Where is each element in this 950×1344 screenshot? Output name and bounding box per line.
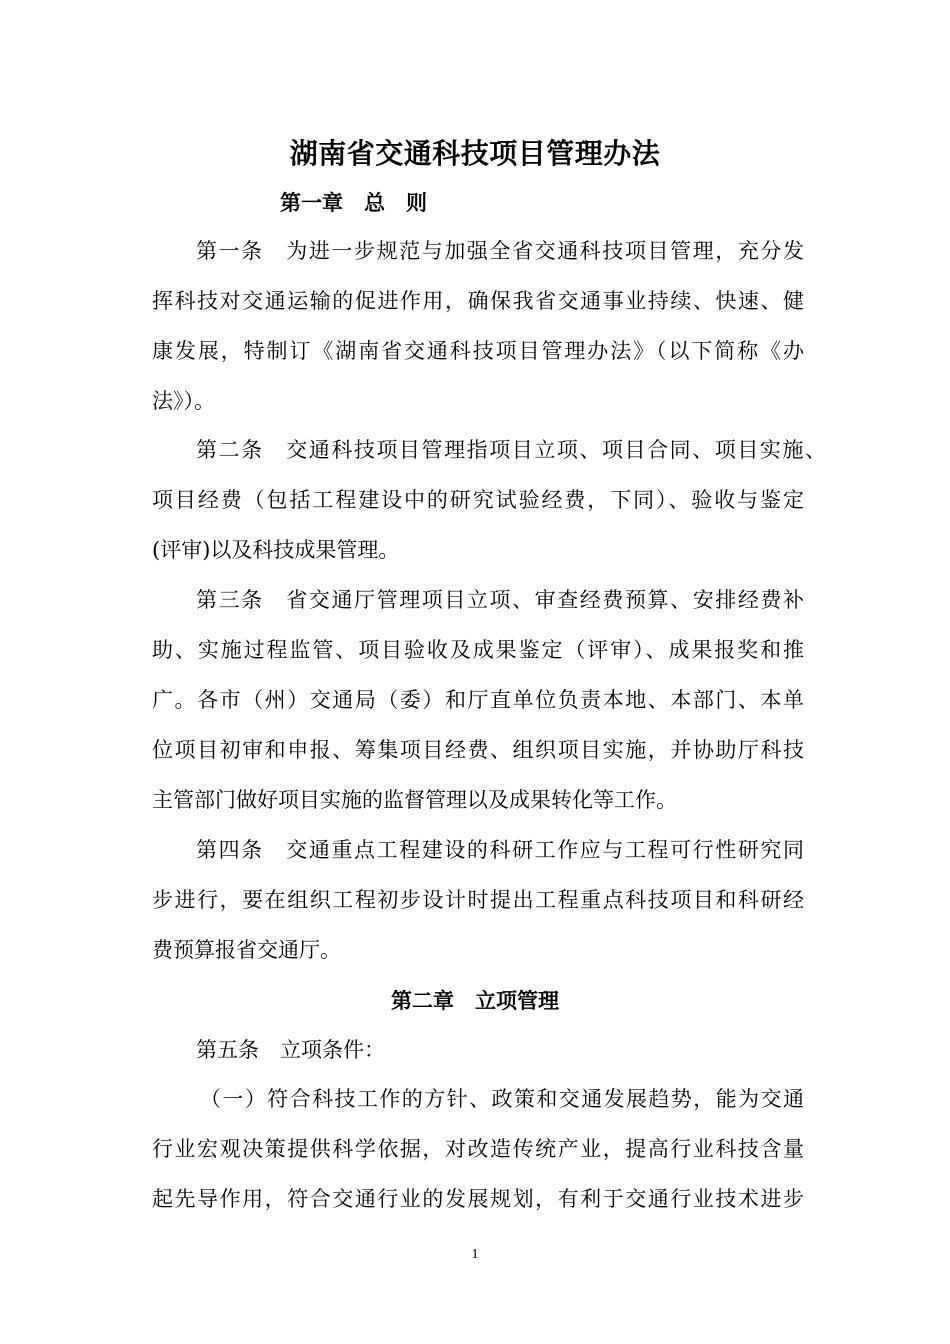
document-title: 湖南省交通科技项目管理办法 bbox=[289, 137, 661, 170]
article-3-line-2: 助、实施过程监管、项目验收及成果鉴定（评审）、成果报奖和推 bbox=[152, 638, 804, 662]
article-2-line-3: (评审)以及科技成果管理。 bbox=[152, 538, 400, 562]
article-2-line-1: 第二条 交通科技项目管理指项目立项、项目合同、项目实施、 bbox=[196, 438, 826, 462]
page-number: 1 bbox=[471, 1247, 479, 1262]
article-3-line-3: 广。各市（州）交通局（委）和厅直单位负责本地、本部门、本单 bbox=[152, 688, 804, 712]
article-2-line-2: 项目经费（包括工程建设中的研究试验经费，下同）、验收与鉴定 bbox=[152, 488, 804, 512]
article-1-line-2: 挥科技对交通运输的促进作用，确保我省交通事业持续、快速、健 bbox=[152, 289, 804, 313]
article-4-line-3: 费预算报省交通厅。 bbox=[152, 938, 341, 962]
article-4-line-2: 步进行，要在组织工程初步设计时提出工程重点科技项目和科研经 bbox=[152, 888, 804, 912]
article-4-line-1: 第四条 交通重点工程建设的科研工作应与工程可行性研究同 bbox=[196, 838, 804, 862]
article-1-line-1: 第一条 为进一步规范与加强全省交通科技项目管理，充分发 bbox=[196, 239, 804, 263]
chapter-heading-2: 第二章 立项管理 bbox=[391, 989, 559, 1013]
article-5-item-1-line-2: 行业宏观决策提供科学依据，对改造传统产业，提高行业科技含量 bbox=[152, 1137, 804, 1161]
article-5-item-1-line-1: （一）符合科技工作的方针、政策和交通发展趋势，能为交通 bbox=[200, 1087, 804, 1111]
article-1-line-4: 法》）。 bbox=[152, 389, 215, 413]
article-5-item-1-line-3: 起先导作用，符合交通行业的发展规划，有利于交通行业技术进步 bbox=[152, 1187, 804, 1211]
article-5-heading: 第五条 立项条件： bbox=[196, 1038, 385, 1062]
article-3-line-5: 主管部门做好项目实施的监督管理以及成果转化等工作。 bbox=[152, 788, 677, 812]
chapter-heading-1: 第一章 总 则 bbox=[280, 191, 427, 215]
article-1-line-3: 康发展，特制订《湖南省交通科技项目管理办法》（以下简称《办 bbox=[152, 339, 804, 363]
article-3-line-1: 第三条 省交通厅管理项目立项、审查经费预算、安排经费补 bbox=[196, 588, 804, 612]
article-3-line-4: 位项目初审和申报、筹集项目经费、组织项目实施，并协助厅科技 bbox=[152, 738, 804, 762]
